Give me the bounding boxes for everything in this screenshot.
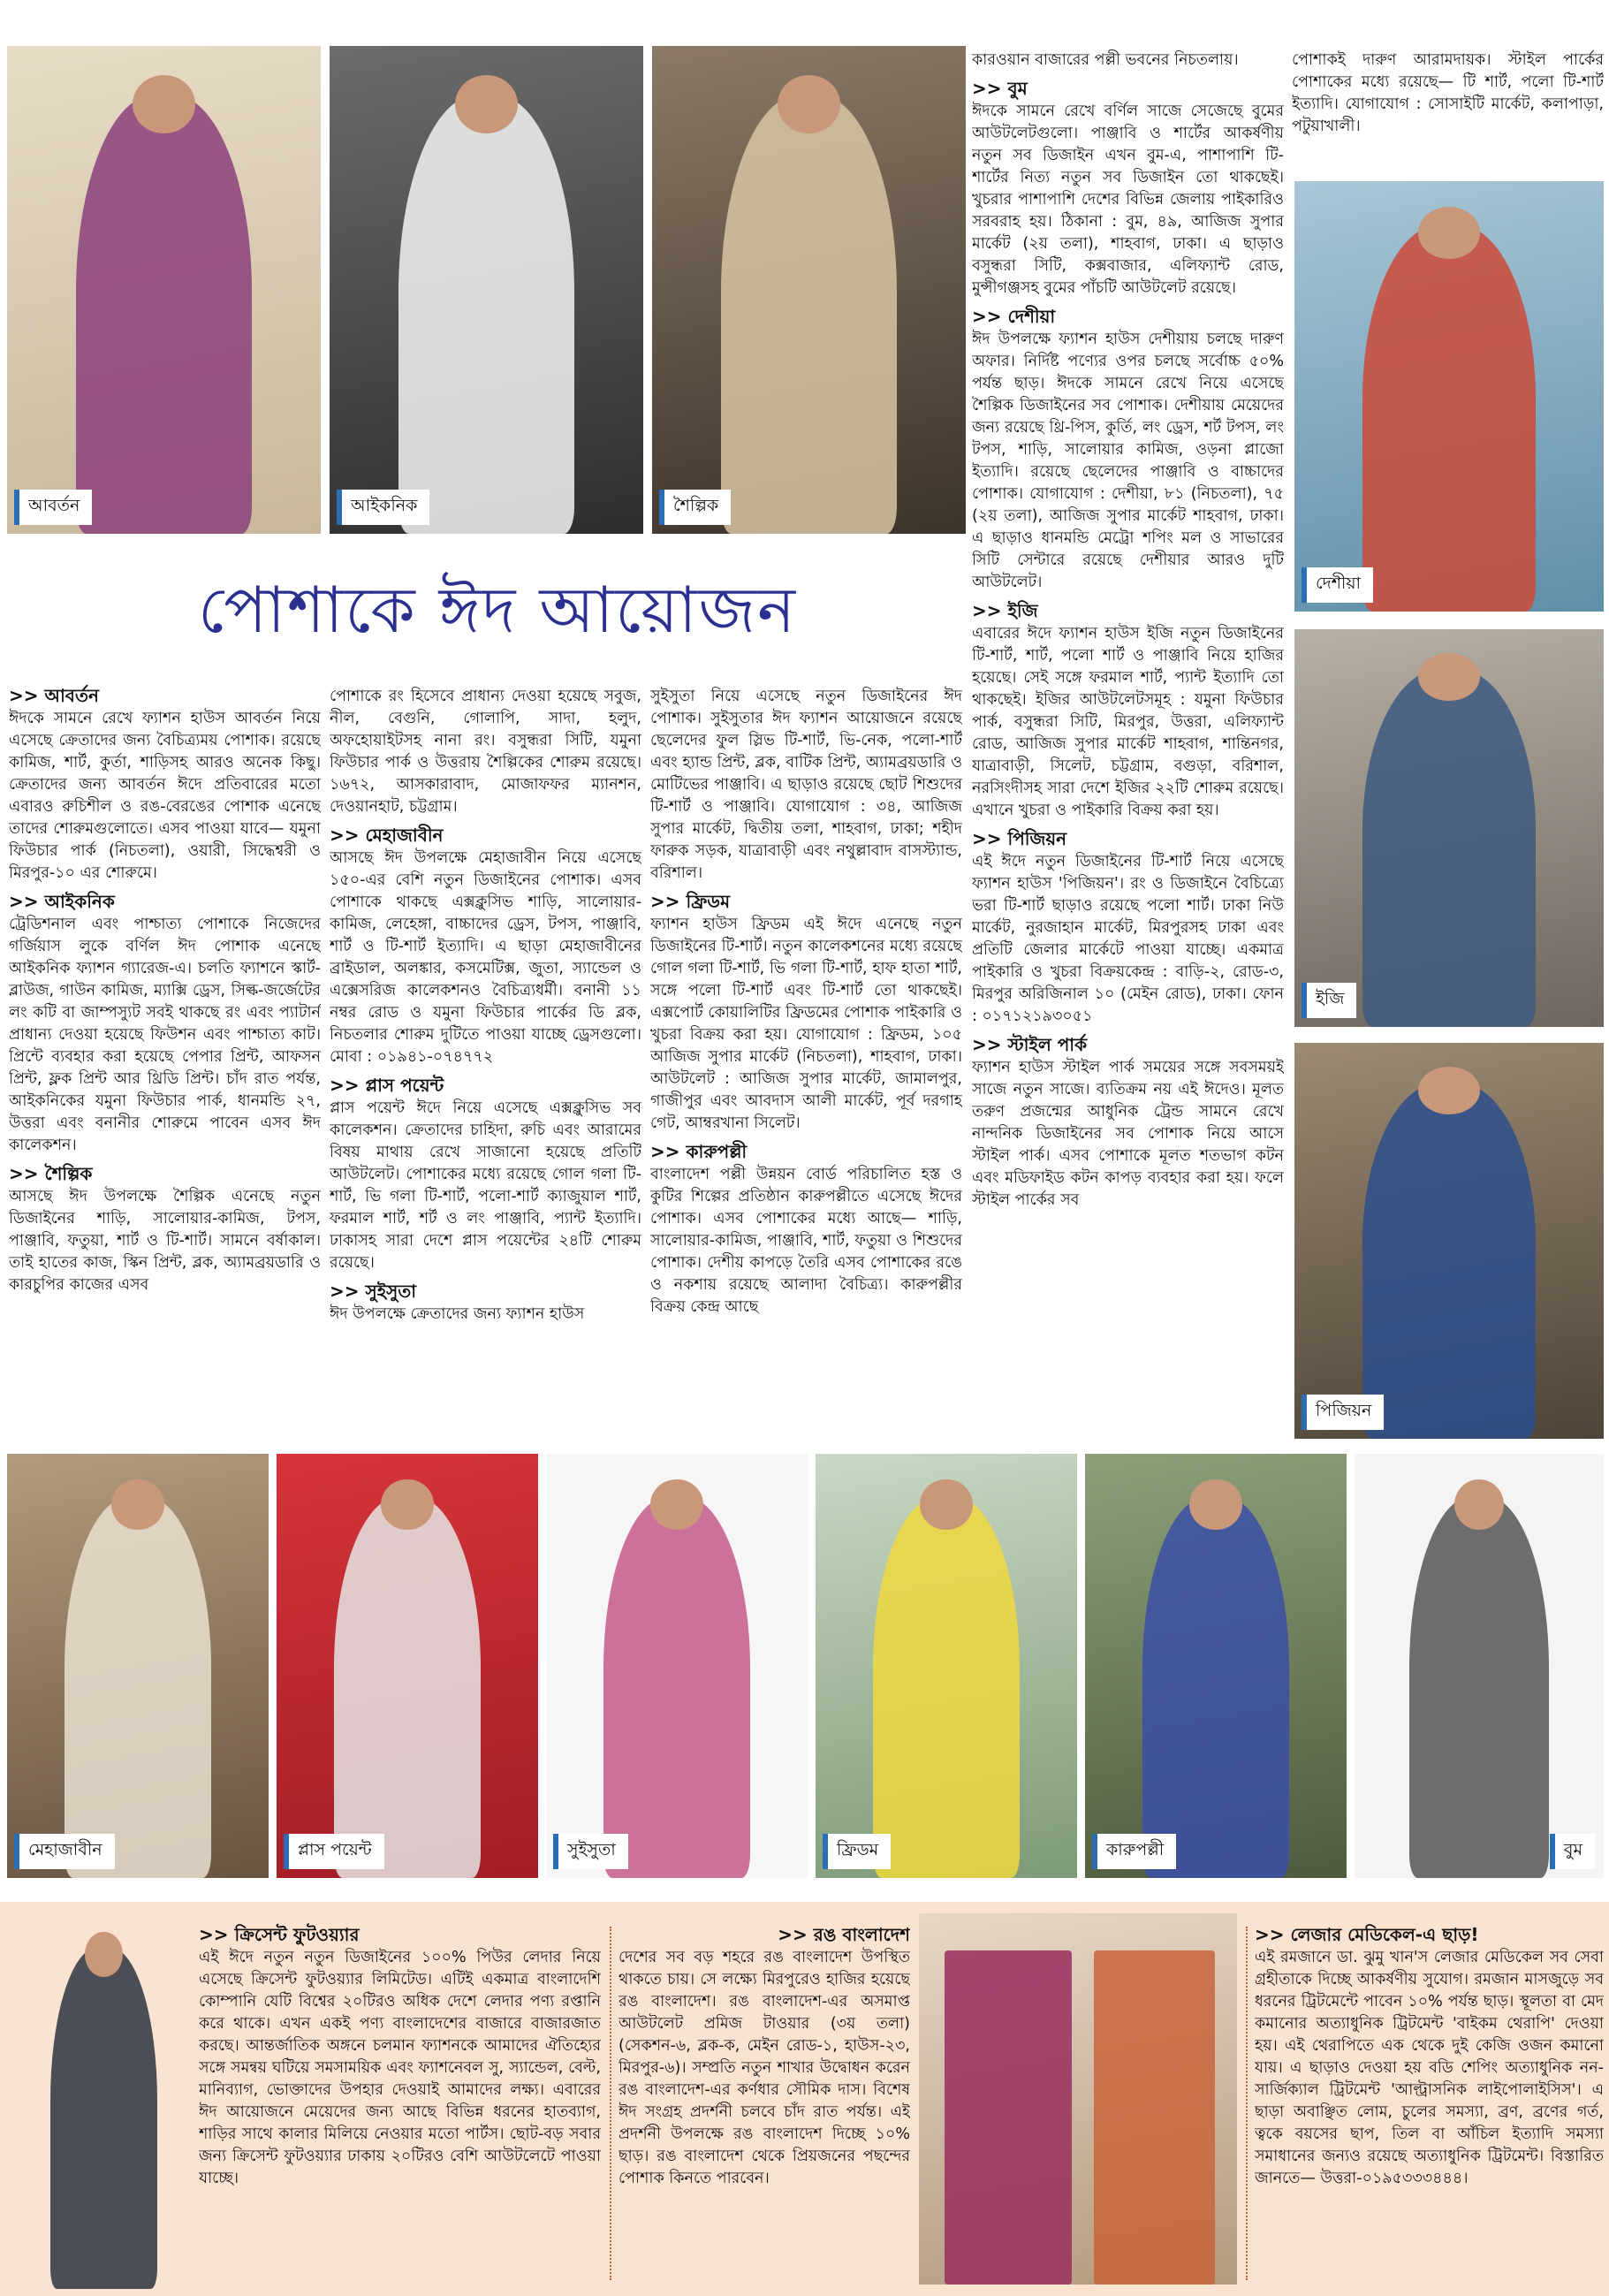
model-figure bbox=[65, 1496, 211, 1878]
section-heading: >> শৈল্পিক bbox=[9, 1163, 93, 1184]
model-head bbox=[650, 1479, 702, 1531]
model-figure bbox=[603, 1496, 750, 1878]
ad-text: এই ঈদে নতুন নতুন ডিজাইনের ১০০% পিউর লেদার নিয়ে এসেছে ক্রিসেন্ট ফুটওয়্যার লিমিটেড। এটিই একমাত্র বাংলাদেশি কোম্পানি যেটি বিশ্বের ২০টিরও অধিক দেশে লেদার পণ্য রপ্তানি করে থাকে। এখন একই পণ্য বাংলাদেশের বাজারে বাজারজাত করছে। আন্তর্জাতিক অঙ্গনে চলমান ফ্যাশনকে আমাদের ঐতিহ্যের সঙ্গে সমন্বয় ঘটিয়ে সমসাময়িক এবং ফ্যাশনেবল সু, স্যান্ডেল, বেল্ট, মানিব্যাগ, ভোক্তাদের উপহার দেওয়াই আমাদের লক্ষ্য। এবারের ঈদ আয়োজনে মেয়েদের জন্য আছে বিভিন্ন ধরনের হাতব্যাগ, শাড়ির সাথে কালার মিলিয়ে নেওয়ার মতো পার্টস। ছোট-বড় সবার জন্য ক্রিসেন্ট ফুটওয়্যার ঢাকায় ২০টিরও বেশি আউটলেটে পাওয়া যাচ্ছে। bbox=[199, 1949, 601, 2187]
article-col-4 bbox=[972, 49, 1284, 1419]
model-head bbox=[85, 1932, 123, 1978]
section-heading: >> আইকনিক bbox=[9, 891, 115, 912]
model-head bbox=[133, 75, 195, 133]
band-divider bbox=[1246, 1927, 1248, 2280]
section-heading: >> বুম bbox=[972, 78, 1028, 99]
ad-text: এই রমজানে ডা. ঝুমু খান'স লেজার মেডিকেল সব সেবা গ্রহীতাকে দিচ্ছে আকর্ষণীয় সুযোগ। রমজান মাসজুড়ে সব ধরনের ট্রিটমেন্টে পাবেন ১০% পর্যন্ত ছাড়। স্থূলতা বা মেদ কমানোর অত্যাধুনিক ট্রিটমেন্ট 'বাইকম থেরাপি' দেওয়া হয়। এই থেরাপিতে এক থেকে দুই কেজি ওজন কমানো যায়। এ ছাড়াও দেওয়া হয় বডি শেপিং অত্যাধুনিক নন-সার্জিক্যাল ট্রিটমেন্ট 'আল্ট্রাসনিক লাইপোলাইসিস'। এ ছাড়া অবাঞ্ছিত লোম, চুলের সমস্যা, ব্রণ, ব্রণের গর্ত, ত্বকে বয়সের ছাপ, তিল বা আঁচিল ইত্যাদি সমস্যা সমাধানের জন্যও রয়েছে অত্যাধুনিক ট্রিটমেন্ট। বিস্তারিত জানতে— উত্তরা-০১৯৫৩৩৩৪৪৪। bbox=[1255, 1949, 1604, 2187]
section-text: ঈদ উপলক্ষে ক্রেতাদের জন্য ফ্যাশন হাউস bbox=[330, 1305, 585, 1323]
section-heading: >> দেশীয়া bbox=[972, 306, 1056, 327]
model-figure bbox=[1362, 224, 1536, 612]
photo-caption: ফ্রিডম bbox=[823, 1834, 891, 1869]
section-heading: >> মেহাজাবীন bbox=[330, 825, 444, 846]
photo-caption: ইজি bbox=[1302, 983, 1356, 1018]
section-text: বাংলাদেশ পল্লী উন্নয়ন বোর্ড পরিচালিত হস্ত ও কুটির শিল্পের প্রতিষ্ঠান কারুপল্লীতে এসেছে ঈদের পোশাক। এসব পোশাকের মধ্যে আছে— শাড়ি, সালোয়ার-কামিজ, পাঞ্জাবি, শার্ট, ফতুয়া ও শিশুদের পোশাক। দেশীয় কাপড়ে তৈরি এসব পোশাকের রঙে ও নকশায় রয়েছে আলাদা বৈচিত্র্য। কারুপল্লীর বিক্রয় কেন্দ্র আছে bbox=[650, 1166, 962, 1316]
photo-abartan bbox=[7, 46, 321, 534]
section-heading: >> কারুপল্লী bbox=[650, 1141, 748, 1162]
photo-iconic bbox=[330, 46, 643, 534]
model-figure bbox=[1362, 1083, 1536, 1439]
photo-caption: আইকনিক bbox=[337, 490, 429, 525]
section-text: ফ্যাশন হাউস ফ্রিডম এই ঈদে এনেছে নতুন ডিজাইনের টি-শার্ট। নতুন কালেকশনের মধ্যে রয়েছে গোল গলা টি-শার্ট, ভি গলা টি-শার্ট, হাফ হাতা শার্ট, সঙ্গে পলো টি-শার্ট এবং টি-শার্ট তো থাকছেই। এক্সপোর্ট কোয়ালিটির ফ্রিডমের পোশাক পাইকারি ও খুচরা বিক্রয় করা হয়। যোগাযোগ : ফ্রিডম, ১০৫ আজিজ সুপার মার্কেট (নিচতলা), শাহবাগ, ঢাকা। আউটলেট : আজিজ সুপার মার্কেট, জামালপুর, গাজীপুর এবং আবদাস আলী মার্কেট, পূর্ব দরগাহ গেট, আম্বরখানা সিলেট। bbox=[650, 916, 962, 1132]
model-figure bbox=[398, 95, 574, 534]
model-head bbox=[455, 75, 518, 133]
section-text: ট্রেডিশনাল এবং পাশ্চাত্য পোশাকে নিজেদের গর্জিয়াস লুকে বর্ণিল ঈদ পোশাক এনেছে আইকনিক ফ্যাশন গ্যারেজ-এ। চলতি ফ্যাশনে স্কার্ট-ব্লাউজ, গাউন কামিজ, ম্যাক্সি ড্রেস, সিল্ক-জর্জেটের লং কটি বা জাম্পস্যুট সবই থাকছে রং এবং প্যাটার্ন প্রাধান্য দেওয়া হয়েছে ফিউশন এবং পাশ্চাত্য কাট। প্রিন্টে ব্যবহার করা হয়েছে পেপার প্রিন্ট, আফসন প্রিন্ট, ফ্লক প্রিন্ট আর থ্রিডি প্রিন্ট। চাঁদ রাত পর্যন্ত, আইকনিকের যমুনা ফিউচার পার্ক, ধানমন্ডি ২৭, উত্তরা এবং বনানীর শোরুমে পাবেন এসব ঈদ কালেকশন। bbox=[9, 916, 321, 1154]
page-headline: পোশাকে ঈদ আয়োজন bbox=[198, 573, 797, 647]
photo-caption: মেহাজাবীন bbox=[14, 1834, 115, 1869]
photo-easy bbox=[1294, 629, 1604, 1027]
model-figure bbox=[1362, 669, 1536, 1027]
ad-text: দেশের সব বড় শহরে রঙ বাংলাদেশ উপস্থিত থাকতে চায়। সে লক্ষ্যে মিরপুরেও হাজির হয়েছে রঙ বাংলাদেশ। রঙ বাংলাদেশ-এর অসমাপ্ত আউটলেট প্রমিজ টাওয়ার (৩য় তলা) (সেকশন-৬, ব্লক-ক, মেইন রোড-১, হাউস-২৩, মিরপুর-৬)। সম্প্রতি নতুন শাখার উদ্বোধন করেন রঙ বাংলাদেশ-এর কর্ণধার সৌমিক দাস। বিশেষ ঈদ সংগ্রহ প্রদর্শনী চলবে চাঁদ রাত পর্যন্ত। এই প্রদর্শনী উপলক্ষে রঙ বাংলাদেশ দিচ্ছে ১০% ছাড়। রঙ বাংলাদেশ থেকে প্রিয়জনের পছন্দের পোশাক কিনতে পারবেন। bbox=[619, 1949, 910, 2187]
photo-boom bbox=[1355, 1454, 1604, 1878]
photo-rang-store bbox=[919, 1913, 1237, 2285]
photo-caption: পিজিয়ন bbox=[1302, 1395, 1384, 1430]
model-head bbox=[778, 75, 840, 133]
ad-heading: >> লেজার মেডিকেল-এ ছাড়! bbox=[1255, 1924, 1479, 1945]
model-head bbox=[1418, 1067, 1480, 1114]
photo-mehajabin bbox=[7, 1454, 269, 1878]
article-col-3 bbox=[650, 686, 962, 1419]
photo-swisuta bbox=[546, 1454, 808, 1878]
photo-shoilpik bbox=[652, 46, 966, 534]
model-figure bbox=[1409, 1496, 1549, 1878]
article-col-2 bbox=[330, 686, 641, 1419]
article-col-5-top bbox=[1292, 49, 1604, 173]
photo-karupalli bbox=[1085, 1454, 1347, 1878]
ad-heading: >> ক্রিসেন্ট ফুটওয়্যার bbox=[199, 1924, 360, 1945]
model-head bbox=[1189, 1479, 1241, 1531]
rack-figure bbox=[1094, 1950, 1215, 2285]
article-col-1 bbox=[9, 679, 321, 1419]
model-head bbox=[381, 1479, 433, 1531]
photo-caption: কারুপল্লী bbox=[1092, 1834, 1176, 1869]
section-heading: >> ফ্রিডম bbox=[650, 891, 731, 912]
section-heading: >> পিজিয়ন bbox=[972, 828, 1067, 849]
rack-figure bbox=[945, 1950, 1072, 2285]
section-heading: >> স্টাইল পার্ক bbox=[972, 1034, 1088, 1055]
ad-rang-bangladesh bbox=[619, 1918, 910, 2289]
section-heading: >> ইজি bbox=[972, 600, 1038, 621]
section-text: প্লাস পয়েন্ট ঈদে নিয়ে এসেছে এক্সক্লুসিভ সব কালেকশন। ক্রেতাদের চাহিদা, রুচি এবং আরামের বিষয় মাথায় রেখে সাজানো হয়েছে প্রতিটি আউটলেট। পোশাকের মধ্যে রয়েছে গোল গলা টি-শার্ট, ভি গলা টি-শার্ট, পলো-শার্ট ক্যাজুয়াল শার্ট, ফরমাল শার্ট, শর্ট ও লং পাঞ্জাবি, প্যান্ট ইত্যাদি। ঢাকাসহ সারা দেশে প্লাস পয়েন্টের ২৪টি শোরুম রয়েছে। bbox=[330, 1099, 641, 1272]
model-figure bbox=[873, 1496, 1020, 1878]
section-heading: >> সুইসুতা bbox=[330, 1281, 417, 1302]
section-text: কারওয়ান বাজারের পল্লী ভবনের নিচতলায়। bbox=[972, 51, 1239, 69]
photo-caption: বুম bbox=[1550, 1834, 1595, 1869]
model-head bbox=[1418, 207, 1480, 258]
section-text: ঈদকে সামনে রেখে বর্ণিল সাজে সেজেছে বুমের আউটলেটগুলো। পাঞ্জাবি ও শার্টের আকর্ষণীয় নতুন সব ডিজাইন এখন বুম-এ, পাশাপাশি টি-শার্টের নিত্য নতুন সব ডিজাইন তো থাকছেই। খুচরার পাশাপাশি দেশের বিভিন্ন জেলায় পাইকারিও সরবরাহ হয়। ঠিকানা : বুম, ৪৯, আজিজ সুপার মার্কেট (২য় তলা), শাহবাগ, ঢাকা। এ ছাড়াও বসুন্ধরা সিটি, কক্সবাজার, এলিফ্যান্ট রোড, মুন্সীগঞ্জসহ বুমের পাঁচটি আউটলেট রয়েছে। bbox=[972, 103, 1284, 297]
band-divider bbox=[610, 1927, 611, 2280]
section-text: সুইসুতা নিয়ে এসেছে নতুন ডিজাইনের ঈদ পোশাক। সুইসুতার ঈদ ফ্যাশন আয়োজনে রয়েছে ছেলেদের ফুল স্লিভ টি-শার্ট, ভি-নেক, পলো-শার্ট এবং হ্যান্ড প্রিন্ট, ব্লক, বাটিক প্রিন্ট, অ্যামব্রয়ডারি ও মোটিভের পাঞ্জাবি। এ ছাড়াও রয়েছে ছোট শিশুদের টি-শার্ট ও পাঞ্জাবি। যোগাযোগ : ৩৪, আজিজ সুপার মার্কেট, দ্বিতীয় তলা, শাহবাগ, ঢাকা; শহীদ ফারুক সড়ক, যাত্রাবাড়ী এবং নথুল্লাবাদ বাসস্ট্যান্ড, বরিশাল। bbox=[650, 688, 962, 882]
photo-caption: সুইসুতা bbox=[553, 1834, 628, 1869]
section-heading: >> আবর্তন bbox=[9, 685, 99, 706]
model-head bbox=[1418, 653, 1480, 701]
model-figure bbox=[334, 1496, 481, 1878]
model-head bbox=[111, 1479, 163, 1531]
photo-freedom bbox=[816, 1454, 1077, 1878]
section-text: আসছে ঈদ উপলক্ষে শৈল্পিক এনেছে নতুন ডিজাইনের শাড়ি, সালোয়ার-কামিজ, টপস, পাঞ্জাবি, ফতুয়া, শার্ট ও টি-শার্ট। সামনে বর্ষাকাল। তাই হাতের কাজ, স্কিন প্রিন্ট, ব্লক, অ্যামব্রয়ডারি ও কারচুপির কাজের এসব bbox=[9, 1188, 321, 1294]
photo-caption: প্লাস পয়েন্ট bbox=[284, 1834, 384, 1869]
photo-caption: দেশীয়া bbox=[1302, 567, 1373, 603]
model-head bbox=[1454, 1479, 1504, 1531]
section-text: পোশাকে রং হিসেবে প্রাধান্য দেওয়া হয়েছে সবুজ, নীল, বেগুনি, গোলাপি, সাদা, হলুদ, অফহোয়াইটসহ নানা রং। বসুন্ধরা সিটি, যমুনা ফিউচার পার্ক ও উত্তরায় শৈল্পিকের শোরুম রয়েছে। ১৬৭২, আসকারাবাদ, মোজাফফর ম্যানশন, দেওয়ানহাট, চট্টগ্রাম। bbox=[330, 688, 641, 816]
photo-deshiya bbox=[1294, 181, 1604, 612]
photo-plus-point bbox=[277, 1454, 538, 1878]
ad-laser-medical bbox=[1255, 1918, 1604, 2289]
section-text: এবারের ঈদে ফ্যাশন হাউস ইজি নতুন ডিজাইনের টি-শার্ট, শার্ট, পলো শার্ট ও পাঞ্জাবি নিয়ে হাজির হয়েছে। সেই সঙ্গে ফরমাল শার্ট, প্যান্ট ইত্যাদি তো থাকছেই। ইজির আউটলেটসমূহ : যমুনা ফিউচার পার্ক, বসুন্ধরা সিটি, মিরপুর, উত্তরা, এলিফ্যান্ট রোড, আজিজ সুপার মার্কেট শাহবাগ, শান্তিনগর, যাত্রাবাড়ী, সিলেট, চট্টগ্রাম, বগুড়া, বরিশাল, নরসিংদীসহ সারা দেশে ইজির ২২টি শোরুম রয়েছে। এখানে খুচরা ও পাইকারি বিক্রয় করা হয়। bbox=[972, 625, 1284, 819]
photo-crescent-model bbox=[9, 1909, 199, 2289]
model-head bbox=[920, 1479, 972, 1531]
model-figure bbox=[50, 1947, 156, 2289]
ad-heading: >> রঙ বাংলাদেশ bbox=[778, 1924, 910, 1945]
model-figure bbox=[76, 95, 252, 534]
section-text: ঈদকে সামনে রেখে ফ্যাশন হাউস আবর্তন নিয়ে এসেছে ক্রেতাদের জন্য বৈচিত্র্যময় পোশাক। রয়েছে কামিজ, শার্ট, কুর্তা, শাড়িসহ আরও অনেক কিছু। ক্রেতাদের জন্য আবর্তন ঈদে প্রতিবারের মতো এবারও রুচিশীল ও রঙ-বেরঙের পোশাক এনেছে তাদের শোরুমগুলোতে। এসব পাওয়া যাবে— যমুনা ফিউচার পার্ক (নিচতলা), ওয়ারী, সিদ্ধেশ্বরী ও মিরপুর-১০ এর শোরুমে। bbox=[9, 710, 321, 882]
ad-crescent bbox=[199, 1918, 601, 2289]
photo-pigeon bbox=[1294, 1043, 1604, 1439]
model-figure bbox=[1142, 1496, 1289, 1878]
section-text: এই ঈদে নতুন ডিজাইনের টি-শার্ট নিয়ে এসেছে ফ্যাশন হাউস 'পিজিয়ন'। রং ও ডিজাইনে বৈচিত্র্যে ভরা টি-শার্ট ছাড়াও রয়েছে পলো শার্ট। ঢাকা নিউ মার্কেট, নুরজাহান মার্কেট, মিরপুরসহ ঢাকা এবং প্রতিটি জেলার মার্কেটে পাওয়া যাচ্ছে। একমাত্র পাইকারি ও খুচরা বিক্রয়কেন্দ্র : বাড়ি-২, রোড-৩, মিরপুর অরিজিনাল ১০ (মেইন রোড), ঢাকা। ফোন : ০১৭১২১৯৩০৫১ bbox=[972, 853, 1284, 1025]
photo-caption: আবর্তন bbox=[14, 490, 92, 525]
section-text: ফ্যাশন হাউস স্টাইল পার্ক সময়ের সঙ্গে সবসময়ই সাজে নতুন সাজে। ব্যতিক্রম নয় এই ঈদেও। মূলত তরুণ প্রজন্মের আধুনিক ট্রেন্ড সামনে রেখে নান্দনিক ডিজাইনের সব পোশাক নিয়ে আসে স্টাইল পার্ক। এসব পোশাকে মূলত শতভাগ কটন এবং মডিফাইড কটন কাপড় ব্যবহার করা হয়। ফলে স্টাইল পার্কের সব bbox=[972, 1059, 1284, 1209]
model-figure bbox=[721, 95, 897, 534]
section-text: আসছে ঈদ উপলক্ষে মেহাজাবীন নিয়ে এসেছে ১৫০-এর বেশি নতুন ডিজাইনের পোশাক। এসব পোশাকে থাকছে এক্সক্লুসিভ শাড়ি, সালোয়ার-কামিজ, লেহেঙ্গা, বাচ্চাদের ড্রেস, টপস, পাঞ্জাবি, শার্ট ও টি-শার্ট ইত্যাদি। এ ছাড়া মেহাজাবীনের ব্রাইডাল, অলঙ্কার, কসমেটিক্স, জুতা, স্যান্ডেল ও এক্সেসরিজ কালেকশনও বৈচিত্র্যধর্মী। বনানী ১১ নম্বর রোড ও যমুনা ফিউচার পার্কের ডি ব্লক, নিচতলার শোরুম দুটিতে পাওয়া যাচ্ছে ড্রেসগুলো। মোবা : ০১৯৪১-০৭৪৭৭২ bbox=[330, 849, 641, 1066]
section-heading: >> প্লাস পয়েন্ট bbox=[330, 1075, 444, 1096]
section-text: পোশাকই দারুণ আরামদায়ক। স্টাইল পার্কের পোশাকের মধ্যে রয়েছে— টি শার্ট, পলো টি-শার্ট ইত্যাদি। যোগাযোগ : সোসাইটি মার্কেট, কলাপাড়া, পটুয়াখালী। bbox=[1292, 51, 1604, 135]
photo-caption: শৈল্পিক bbox=[659, 490, 731, 525]
section-text: ঈদ উপলক্ষে ফ্যাশন হাউস দেশীয়ায় চলছে দারুণ অফার। নির্দিষ্ট পণ্যের ওপর চলছে সর্বোচ্চ ৫০% পর্যন্ত ছাড়। ঈদকে সামনে রেখে নিয়ে এসেছে শৈল্পিক ডিজাইনের সব পোশাক। দেশীয়ায় মেয়েদের জন্য রয়েছে থ্রি-পিস, কুর্তি, লং ড্রেস, শর্ট টপস, লং টপস, শাড়ি, সালোয়ার কামিজ, ওড়না প্লাজো ইত্যাদি। রয়েছে ছেলেদের পাঞ্জাবি ও বাচ্চাদের পোশাক। যোগাযোগ : দেশীয়া, ৮১ (নিচতলা), ৭৫ (২য় তলা), আজিজ সুপার মার্কেট শাহবাগ, ঢাকা। এ ছাড়াও ধানমন্ডি মেট্রো শপিং মল ও সাভারের সিটি সেন্টারে রয়েছে দেশীয়ার আরও দুটি আউটলেট। bbox=[972, 331, 1284, 591]
